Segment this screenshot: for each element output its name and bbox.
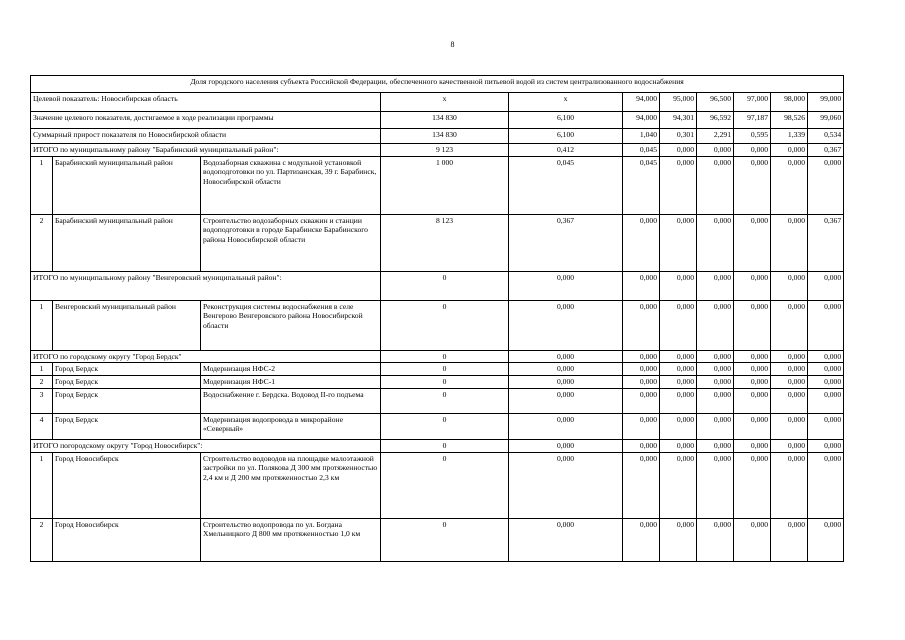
object-name: Строительство водоводов на площадке малоэтажной застройки по ул. Полякова Д 300 мм протяженностью 2,4 км и Д 200 мм протяженностью 2,3 км (201, 452, 381, 518)
year-value-cell: 0,000 (660, 518, 697, 561)
year-value-cell: 0,000 (734, 272, 771, 301)
group-total-row (31, 272, 844, 301)
object-row (31, 157, 844, 215)
value-cell-2: 0,000 (509, 272, 623, 301)
year-value-cell: 0,000 (697, 376, 734, 388)
value-cell-1: 0 (381, 439, 509, 452)
year-value-cell: 0,000 (660, 376, 697, 388)
year-value-cell: 0,000 (660, 157, 697, 215)
year-value-cell: 0,000 (734, 301, 771, 351)
row-number: 2 (31, 376, 53, 388)
year-value-cell: 0,000 (808, 452, 844, 518)
year-value-cell: 0,367 (808, 144, 844, 157)
value-cell-1: 0 (381, 363, 509, 376)
year-value-cell: 0,000 (734, 376, 771, 388)
row-number: 1 (31, 452, 53, 518)
year-value-cell: 0,000 (808, 518, 844, 561)
year-value-cell: 0,000 (734, 363, 771, 376)
year-value-cell: 0,000 (623, 215, 660, 272)
year-value-cell: 0,595 (734, 129, 771, 144)
year-value-cell: 0,000 (697, 363, 734, 376)
object-row (31, 413, 844, 439)
year-value-cell: 0,000 (734, 351, 771, 363)
object-row (31, 363, 844, 376)
year-value-cell: 0,000 (623, 439, 660, 452)
year-value-cell: 0,000 (623, 272, 660, 301)
group-total-row (31, 439, 844, 452)
value-cell-1: 0 (381, 301, 509, 351)
municipality-name: Барабинский муниципальный район (53, 157, 201, 215)
year-value-cell: 1,339 (771, 129, 808, 144)
row-label: ИТОГО по муниципальному району "Барабинский муниципальный район": (31, 144, 381, 157)
row-label: ИТОГО по городскому округу "Город Бердск" (31, 351, 381, 363)
value-cell-2: 0,000 (509, 413, 623, 439)
municipality-name: Город Новосибирск (53, 452, 201, 518)
year-value-cell: 0,000 (734, 388, 771, 413)
value-cell-2: 0,367 (509, 215, 623, 272)
year-value-cell: 0,000 (623, 388, 660, 413)
value-cell-2: 0,000 (509, 376, 623, 388)
year-value-cell: 2,291 (697, 129, 734, 144)
municipality-name: Город Бердск (53, 388, 201, 413)
object-name: Модернизация водопровода в микрорайоне «Северный» (201, 413, 381, 439)
value-cell-1: 0 (381, 272, 509, 301)
year-value-cell: 98,526 (771, 112, 808, 129)
year-value-cell: 0,534 (808, 129, 844, 144)
year-value-cell: 0,000 (808, 388, 844, 413)
object-name: Модернизация НФС-2 (201, 363, 381, 376)
target-indicator-row (31, 93, 844, 112)
value-cell-2: 0,000 (509, 439, 623, 452)
value-cell-2: x (509, 93, 623, 112)
value-cell-2: 0,000 (509, 301, 623, 351)
year-value-cell: 0,000 (697, 215, 734, 272)
row-label: Суммарный прирост показателя по Новосибирской области (31, 129, 381, 144)
year-value-cell: 0,000 (734, 439, 771, 452)
year-value-cell: 0,000 (771, 413, 808, 439)
year-value-cell: 0,000 (771, 388, 808, 413)
municipality-name: Город Новосибирск (53, 518, 201, 561)
year-value-cell: 0,000 (660, 144, 697, 157)
year-value-cell: 0,000 (697, 413, 734, 439)
year-value-cell: 0,000 (734, 215, 771, 272)
value-cell-1: 0 (381, 518, 509, 561)
year-value-cell: 0,000 (697, 452, 734, 518)
year-value-cell: 0,000 (660, 215, 697, 272)
year-value-cell: 0,000 (623, 351, 660, 363)
year-value-cell: 0,000 (623, 452, 660, 518)
year-value-cell: 0,000 (623, 518, 660, 561)
year-value-cell: 0,000 (808, 413, 844, 439)
row-label: ИТОГО погородскому округу "Город Новосибирск": (31, 439, 381, 452)
year-value-cell: 0,000 (734, 452, 771, 518)
municipality-name: Город Бердск (53, 363, 201, 376)
year-value-cell: 0,000 (623, 413, 660, 439)
value-cell-1: 134 830 (381, 129, 509, 144)
year-value-cell: 1,040 (623, 129, 660, 144)
year-value-cell: 0,000 (734, 144, 771, 157)
value-cell-1: 1 000 (381, 157, 509, 215)
value-cell-2: 0,412 (509, 144, 623, 157)
object-row (31, 215, 844, 272)
group-total-row (31, 144, 844, 157)
year-value-cell: 0,367 (808, 215, 844, 272)
object-name: Модернизация НФС-1 (201, 376, 381, 388)
value-cell-1: 0 (381, 413, 509, 439)
value-cell-1: 0 (381, 376, 509, 388)
year-value-cell: 0,000 (771, 518, 808, 561)
row-number: 2 (31, 518, 53, 561)
year-value-cell: 0,000 (660, 413, 697, 439)
year-value-cell: 0,000 (660, 439, 697, 452)
year-value-cell: 0,000 (771, 215, 808, 272)
row-number: 4 (31, 413, 53, 439)
year-value-cell: 0,000 (771, 452, 808, 518)
year-value-cell: 0,000 (623, 301, 660, 351)
year-value-cell: 94,301 (660, 112, 697, 129)
object-name: Водозаборная скважина с модульной установкой водоподготовки по ул. Партизанская, 39 г. Барабинск, Новосибирской области (201, 157, 381, 215)
year-value-cell: 94,000 (623, 112, 660, 129)
year-value-cell: 95,000 (660, 93, 697, 112)
year-value-cell: 97,000 (734, 93, 771, 112)
year-value-cell: 96,500 (697, 93, 734, 112)
year-value-cell: 0,000 (623, 363, 660, 376)
year-value-cell: 0,000 (808, 376, 844, 388)
object-name: Строительство водозаборных скважин и станции водоподготовки в городе Барабинске Барабинского района Новосибирской области (201, 215, 381, 272)
year-value-cell: 0,000 (771, 439, 808, 452)
year-value-cell: 0,000 (697, 518, 734, 561)
year-value-cell: 99,000 (808, 93, 844, 112)
year-value-cell: 0,045 (623, 157, 660, 215)
year-value-cell: 94,000 (623, 93, 660, 112)
year-value-cell: 99,060 (808, 112, 844, 129)
year-value-cell: 0,000 (771, 351, 808, 363)
value-cell-1: 0 (381, 388, 509, 413)
target-indicator-table (30, 75, 844, 562)
year-value-cell: 0,000 (697, 157, 734, 215)
municipality-name: Барабинский муниципальный район (53, 215, 201, 272)
object-name: Строительство водопровода по ул. Богдана Хмельницкого Д 800 мм протяженностью 1,0 км (201, 518, 381, 561)
year-value-cell: 0,000 (697, 272, 734, 301)
row-number: 1 (31, 157, 53, 215)
value-cell-2: 0,000 (509, 518, 623, 561)
value-cell-1: 134 830 (381, 112, 509, 129)
year-value-cell: 0,000 (697, 439, 734, 452)
year-value-cell: 0,000 (771, 144, 808, 157)
value-cell-2: 6,100 (509, 112, 623, 129)
row-number: 1 (31, 363, 53, 376)
total-increase-row (31, 129, 844, 144)
row-number: 1 (31, 301, 53, 351)
object-name: Водоснабжение г. Бердска. Водовод II-го подъема (201, 388, 381, 413)
year-value-cell: 96,592 (697, 112, 734, 129)
object-row (31, 301, 844, 351)
year-value-cell: 0,000 (697, 351, 734, 363)
year-value-cell: 0,000 (660, 272, 697, 301)
year-value-cell: 0,000 (771, 363, 808, 376)
year-value-cell: 0,000 (697, 144, 734, 157)
object-row (31, 452, 844, 518)
object-row (31, 388, 844, 413)
year-value-cell: 0,000 (808, 157, 844, 215)
row-label: ИТОГО по муниципальному району "Венгеровский муниципальный район": (31, 272, 381, 301)
year-value-cell: 0,000 (623, 376, 660, 388)
year-value-cell: 0,000 (734, 413, 771, 439)
year-value-cell: 0,000 (808, 301, 844, 351)
value-cell-2: 0,045 (509, 157, 623, 215)
year-value-cell: 0,000 (808, 363, 844, 376)
year-value-cell: 0,000 (660, 452, 697, 518)
value-cell-2: 6,100 (509, 129, 623, 144)
year-value-cell: 98,000 (771, 93, 808, 112)
year-value-cell: 0,045 (623, 144, 660, 157)
year-value-cell: 0,000 (771, 157, 808, 215)
object-row (31, 518, 844, 561)
year-value-cell: 0,301 (660, 129, 697, 144)
value-cell-1: 8 123 (381, 215, 509, 272)
table-title: Доля городского населения субъекта Российской Федерации, обеспеченного качественной питьевой водой из систем централизованного водоснабжения (31, 76, 844, 93)
value-cell-2: 0,000 (509, 452, 623, 518)
page-number: 8 (450, 40, 455, 49)
program-value-row (31, 112, 844, 129)
value-cell-2: 0,000 (509, 363, 623, 376)
year-value-cell: 0,000 (660, 301, 697, 351)
year-value-cell: 97,187 (734, 112, 771, 129)
municipality-name: Город Бердск (53, 376, 201, 388)
object-name: Реконструкция системы водоснабжения в селе Венгерово Венгеровского района Новосибирской области (201, 301, 381, 351)
year-value-cell: 0,000 (771, 272, 808, 301)
year-value-cell: 0,000 (808, 351, 844, 363)
year-value-cell: 0,000 (660, 363, 697, 376)
table-title-row (31, 76, 844, 93)
value-cell-1: 0 (381, 351, 509, 363)
municipality-name: Венгеровский муниципальный район (53, 301, 201, 351)
year-value-cell: 0,000 (697, 388, 734, 413)
row-label: Целевой показатель: Новосибирская область (31, 93, 381, 112)
row-number: 3 (31, 388, 53, 413)
year-value-cell: 0,000 (734, 518, 771, 561)
year-value-cell: 0,000 (771, 301, 808, 351)
group-total-row (31, 351, 844, 363)
year-value-cell: 0,000 (808, 439, 844, 452)
object-row (31, 376, 844, 388)
value-cell-2: 0,000 (509, 388, 623, 413)
municipality-name: Город Бердск (53, 413, 201, 439)
row-number: 2 (31, 215, 53, 272)
value-cell-2: 0,000 (509, 351, 623, 363)
year-value-cell: 0,000 (734, 157, 771, 215)
value-cell-1: 0 (381, 452, 509, 518)
year-value-cell: 0,000 (697, 301, 734, 351)
year-value-cell: 0,000 (660, 351, 697, 363)
year-value-cell: 0,000 (808, 272, 844, 301)
year-value-cell: 0,000 (660, 388, 697, 413)
value-cell-1: 9 123 (381, 144, 509, 157)
value-cell-1: x (381, 93, 509, 112)
row-label: Значение целевого показателя, достигаемое в ходе реализации программы (31, 112, 381, 129)
year-value-cell: 0,000 (771, 376, 808, 388)
